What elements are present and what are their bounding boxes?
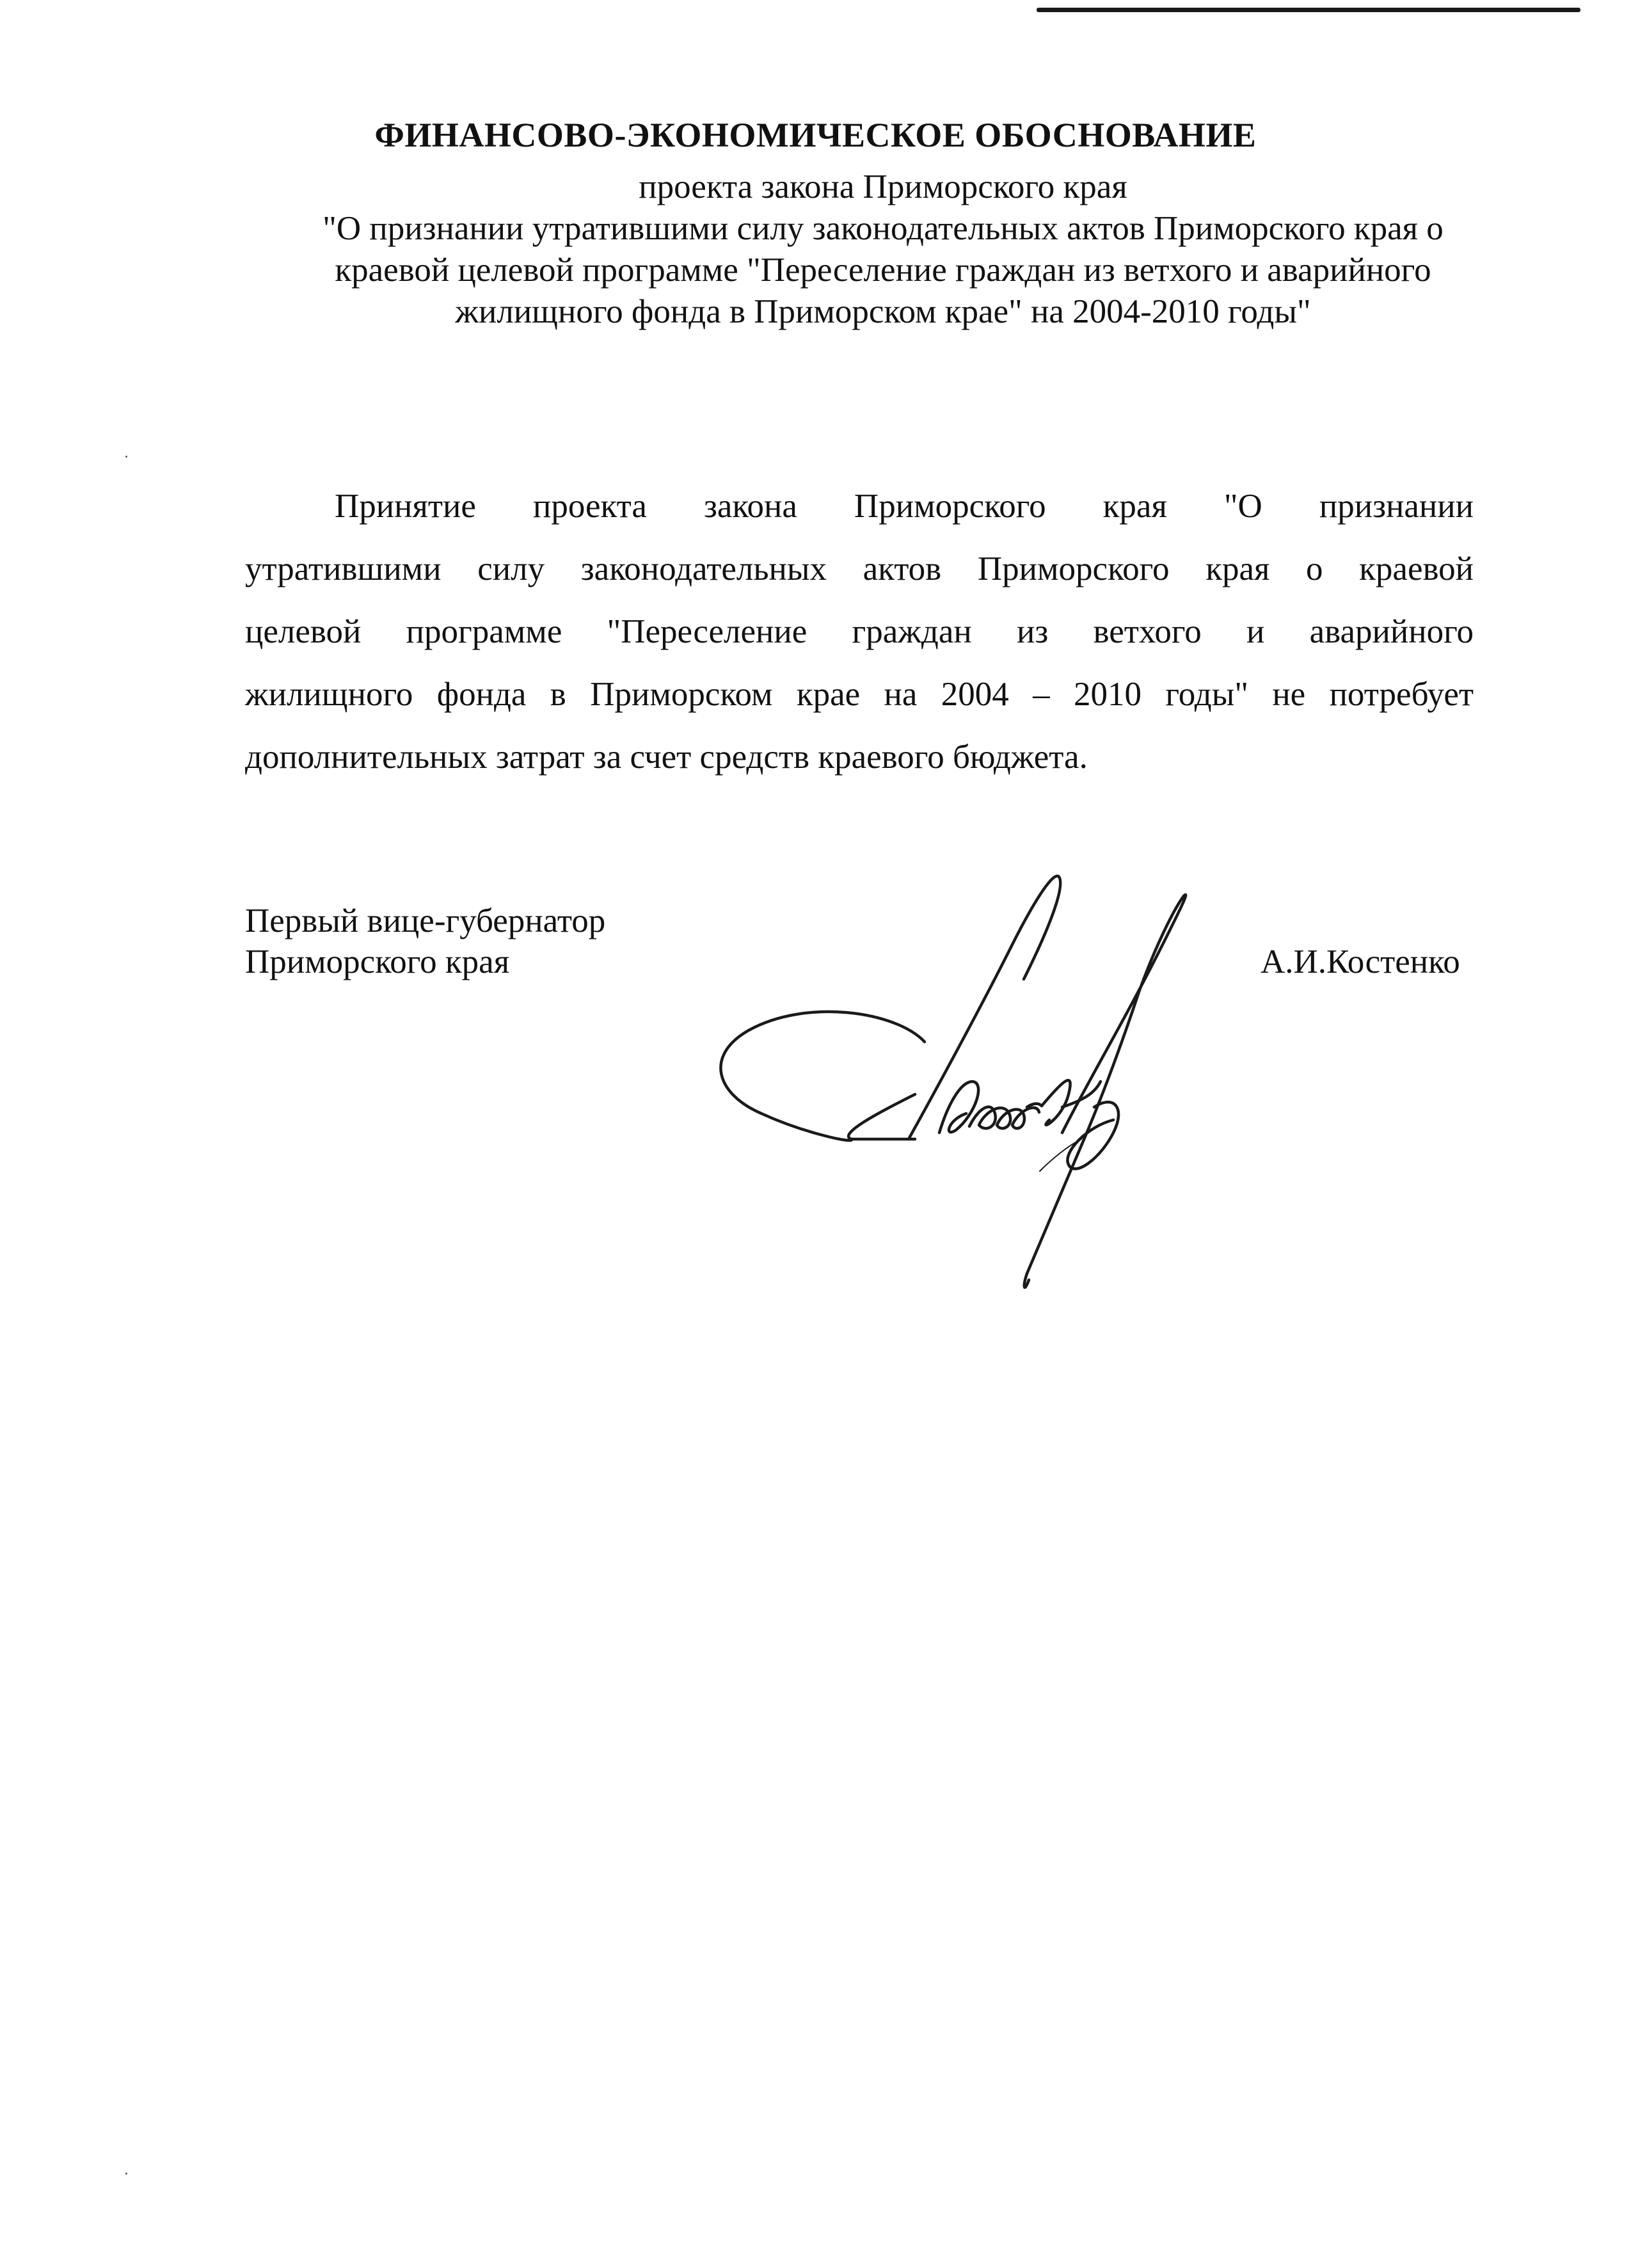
- body-line: утратившими силу законодательных актов Приморского края о краевой: [245, 550, 1474, 587]
- scan-speck: [125, 2173, 127, 2175]
- body-line: Принятие проекта закона Приморского края "О признании: [335, 488, 1474, 525]
- body-paragraph: [245, 475, 1474, 788]
- handwritten-signature: [704, 838, 1248, 1299]
- signatory-name: А.И.Костенко: [1261, 943, 1460, 980]
- signatory-position-line: Приморского края: [245, 943, 510, 980]
- subtitle-line: "О признании утратившими силу законодательных актов Приморского края о: [322, 210, 1444, 247]
- body-line: целевой программе "Переселение граждан из ветхого и аварийного: [245, 613, 1474, 650]
- subtitle-line: краевой целевой программе "Переселение граждан из ветхого и аварийного: [335, 252, 1431, 289]
- scan-edge-line: [1037, 8, 1580, 12]
- signatory-position-line: Первый вице-губернатор: [245, 902, 606, 939]
- subtitle-line: жилищного фонда в Приморском крае" на 2004-2010 годы": [455, 293, 1311, 330]
- signature-stroke: [1042, 1080, 1070, 1125]
- body-line: жилищного фонда в Приморском крае на 2004 – 2010 годы" не потребует: [245, 676, 1474, 713]
- signature-stroke: [939, 1082, 978, 1133]
- signature-stroke: [969, 1107, 1039, 1129]
- body-line: дополнительных затрат за счет средств краевого бюджета.: [245, 739, 1088, 776]
- document-title: ФИНАНСОВО-ЭКОНОМИЧЕСКОЕ ОБОСНОВАНИЕ: [374, 116, 1257, 154]
- signature-stroke: [909, 876, 1060, 1139]
- signature-stroke: [1027, 895, 1186, 1274]
- scan-speck: [125, 456, 127, 458]
- subtitle-line: проекта закона Приморского края: [639, 168, 1127, 205]
- signature-stroke: [1024, 1274, 1029, 1288]
- signatory-position: [245, 900, 605, 982]
- document-subtitle: [192, 166, 1574, 333]
- signature-stroke: [720, 1012, 925, 1140]
